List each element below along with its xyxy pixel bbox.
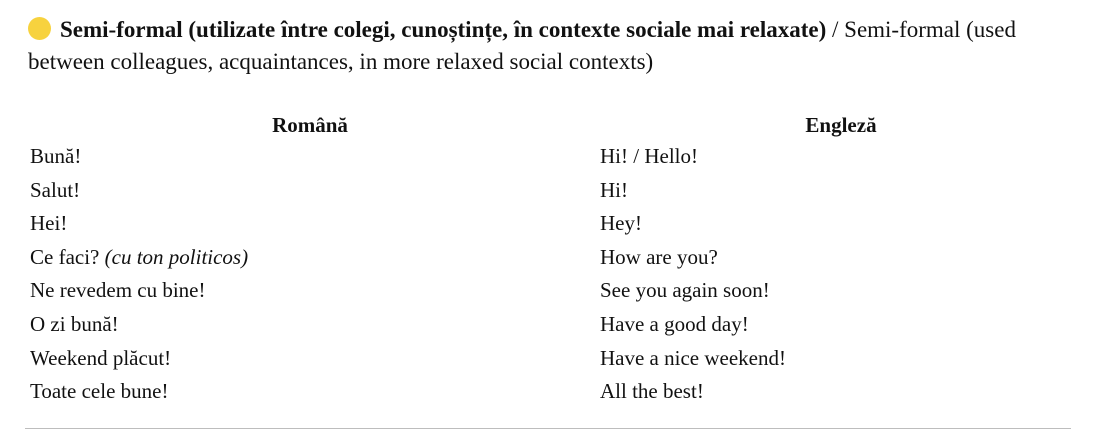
table-row — [30, 308, 1080, 342]
romanian-phrase: Ce faci? (cu ton politicos) — [30, 244, 249, 269]
romanian-phrase: Salut! — [30, 177, 81, 202]
usage-note: (cu ton politicos) — [104, 244, 249, 269]
section-title-english: / Semi-formal (used between colleagues, acquaintances, in more relaxed social contexts) — [28, 17, 1016, 74]
column-header-english: Engleză — [805, 113, 877, 137]
table-row — [30, 241, 1080, 275]
romanian-phrase: Hei! — [30, 211, 68, 236]
romanian-phrase: O zi bună! — [30, 311, 119, 336]
english-phrase: Hey! — [600, 211, 642, 236]
english-phrase: All the best! — [600, 379, 704, 404]
bottom-divider — [25, 428, 1071, 429]
english-phrase: Have a good day! — [600, 311, 749, 336]
table-row — [30, 342, 1080, 376]
romanian-phrase: Weekend plăcut! — [30, 345, 172, 370]
section-title-romanian: Semi-formal (utilizate între colegi, cunoștințe, în contexte sociale mai relaxate) — [60, 17, 827, 42]
romanian-phrase: Ne revedem cu bine! — [30, 278, 206, 303]
english-phrase: Have a nice weekend! — [600, 345, 786, 370]
english-phrase: See you again soon! — [600, 278, 770, 303]
table-row — [30, 375, 1080, 409]
table-row — [30, 174, 1080, 208]
section-heading — [28, 14, 1078, 78]
romanian-phrase: Toate cele bune! — [30, 379, 169, 404]
table-row — [30, 207, 1080, 241]
column-header-romanian: Română — [272, 113, 348, 137]
english-phrase: Hi! — [600, 177, 628, 202]
romanian-phrase: Bună! — [30, 144, 82, 168]
table-row — [30, 140, 1080, 174]
english-phrase: Hi! / Hello! — [600, 144, 698, 168]
table-row — [30, 274, 1080, 308]
phrase-table — [30, 140, 1080, 409]
english-phrase: How are you? — [600, 244, 718, 269]
yellow-circle-icon — [28, 17, 51, 40]
